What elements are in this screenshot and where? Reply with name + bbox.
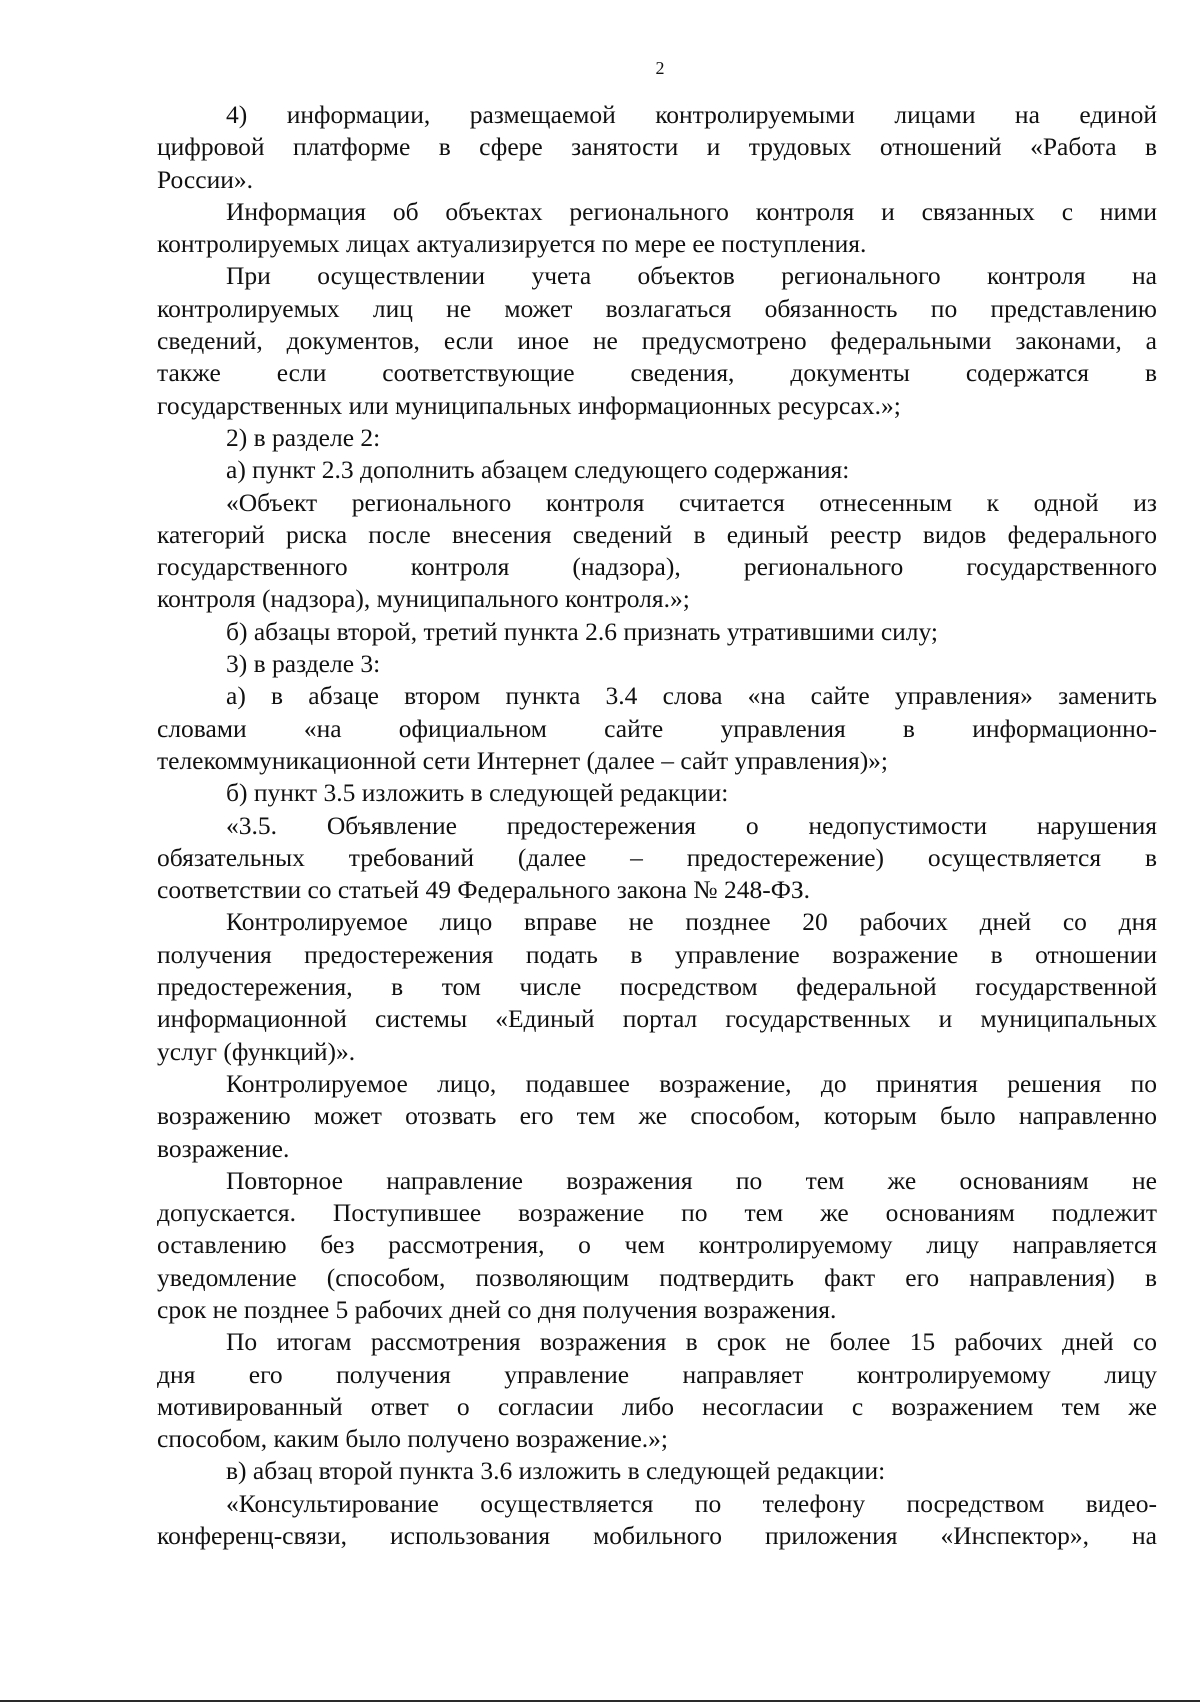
paragraph [157,810,1157,907]
paragraph [157,1455,1157,1487]
text-line: получения предостережения подать в управление возражение в отношении [157,939,1157,969]
text-line: дня его получения управление направляет контролируемому лицу [157,1359,1157,1389]
paragraph [157,487,1157,616]
paragraph [157,196,1157,261]
text-line: По итогам рассмотрения возражения в срок не более 15 рабочих дней со [226,1327,1157,1357]
text-line: в) абзац второй пункта 3.6 изложить в следующей редакции: [226,1456,886,1486]
text-line: телекоммуникационной сети Интернет (далее – сайт управления)»; [157,745,889,775]
text-line: предостережения, в том числе посредством федеральной государственной [157,972,1157,1002]
paragraph [157,1326,1157,1455]
text-line: уведомление (способом, позволяющим подтвердить факт его направления) в [157,1262,1157,1292]
text-line: б) абзацы второй, третий пункта 2.6 признать утратившими силу; [226,616,939,646]
paragraph [157,99,1157,196]
text-line: Информация об объектах регионального контроля и связанных с ними [226,196,1157,226]
text-line: цифровой платформе в сфере занятости и трудовых отношений «Работа в [157,132,1157,162]
text-line: обязательных требований (далее – предостережение) осуществляется в [157,842,1157,872]
text-line: а) пункт 2.3 дополнить абзацем следующего содержания: [226,455,850,485]
text-line: б) пункт 3.5 изложить в следующей редакции: [226,778,729,808]
text-line: категорий риска после внесения сведений в единый реестр видов федерального [157,519,1157,549]
text-line: допускается. Поступившее возражение по тем же основаниям подлежит [157,1198,1157,1228]
text-line: При осуществлении учета объектов регионального контроля на [226,261,1157,291]
text-line: России». [157,164,253,194]
text-line: 4) информации, размещаемой контролируемыми лицами на единой [226,100,1157,129]
paragraph [157,648,1157,680]
text-line: соответствии со статьей 49 Федерального закона № 248-ФЗ. [157,875,811,905]
paragraph [157,680,1157,777]
text-line: «Консультирование осуществляется по телефону посредством видео- [226,1488,1157,1518]
text-line: «3.5. Объявление предостережения о недопустимости нарушения [226,810,1157,840]
text-line: государственного контроля (надзора), регионального государственного [157,552,1157,582]
text-line: возражению может отозвать его тем же способом, которым было направленно [157,1101,1157,1131]
text-line: мотивированный ответ о согласии либо несогласии с возражением тем же [157,1391,1157,1421]
text-line: государственных или муниципальных информационных ресурсах.»; [157,390,901,420]
text-line: способом, каким было получено возражение.»; [157,1424,668,1454]
paragraph [157,616,1157,648]
paragraph [157,1165,1157,1326]
document-body [157,99,1157,1552]
text-line: сведений, документов, если иное не предусмотрено федеральными законами, а [157,326,1157,356]
text-line: словами «на официальном сайте управления в информационно- [157,713,1157,743]
text-line: также если соответствующие сведения, документы содержатся в [157,358,1157,388]
text-line: услуг (функций)». [157,1036,356,1066]
text-line: Повторное направление возражения по тем же основаниям не [226,1165,1157,1195]
text-line: контролируемых лицах актуализируется по мере ее поступления. [157,229,867,259]
paragraph [157,906,1157,1067]
text-line: контролируемых лиц не может возлагаться обязанность по представлению [157,293,1157,323]
text-line: возражение. [157,1133,290,1163]
text-line: оставлению без рассмотрения, о чем контролируемому лицу направляется [157,1230,1157,1260]
text-line: а) в абзаце втором пункта 3.4 слова «на сайте управления» заменить [226,681,1157,711]
text-line: конференц-связи, использования мобильного приложения «Инспектор», на [157,1521,1157,1551]
page-number: 2 [655,58,665,78]
paragraph [157,1068,1157,1165]
paragraph [157,422,1157,454]
text-line: 3) в разделе 3: [226,649,381,679]
text-line: «Объект регионального контроля считается отнесенным к одной из [226,487,1157,517]
paragraph [157,260,1157,421]
paragraph [157,777,1157,809]
paragraph [157,1488,1157,1553]
paragraph [157,454,1157,486]
text-line: 2) в разделе 2: [226,422,381,452]
text-line: Контролируемое лицо вправе не позднее 20 рабочих дней со дня [226,907,1157,937]
text-line: срок не позднее 5 рабочих дней со дня получения возражения. [157,1294,837,1324]
text-line: информационной системы «Единый портал государственных и муниципальных [157,1004,1157,1034]
text-line: Контролируемое лицо, подавшее возражение, до принятия решения по [226,1068,1157,1098]
text-line: контроля (надзора), муниципального контроля.»; [157,584,690,614]
scan-bottom-edge [0,1700,1200,1702]
